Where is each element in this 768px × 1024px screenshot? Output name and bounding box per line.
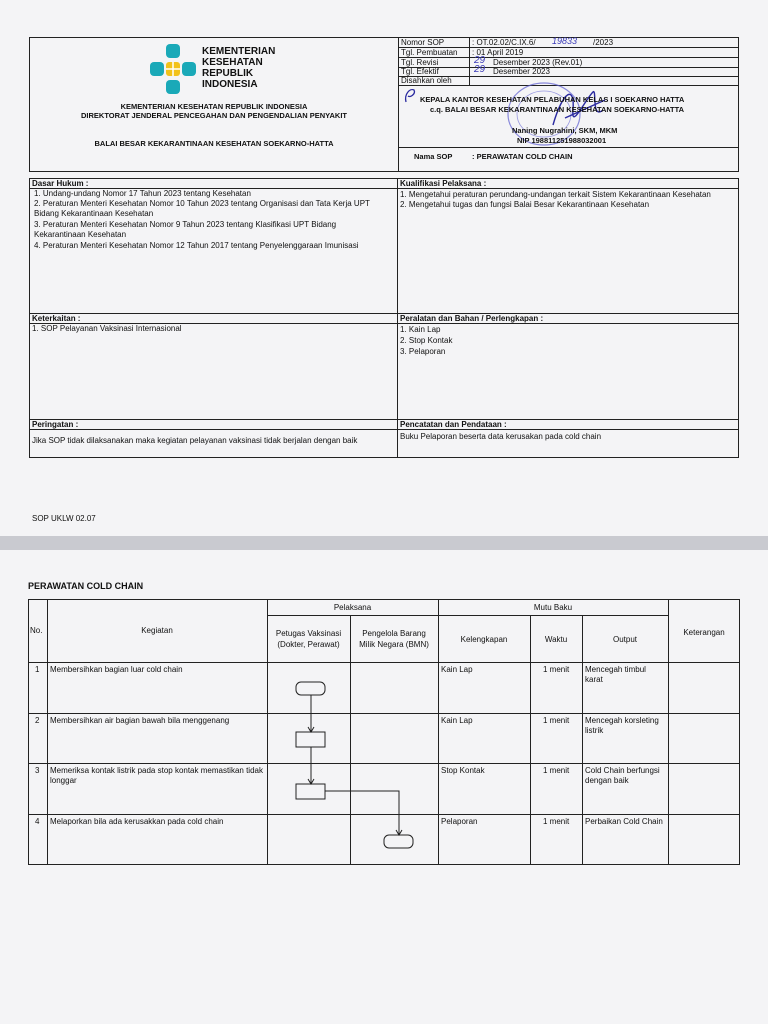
nomor-sop-year: /2023 <box>593 38 614 47</box>
signer-nip: NIP 198811251988032001 <box>517 136 607 145</box>
sop-page-2 <box>0 550 768 1024</box>
dasar-hukum-item: Kekarantinaan Kesehatan <box>34 230 127 239</box>
kualifikasi-item: 1. Mengetahui peraturan perundang-undangan terkait Sistem Kekarantinaan Kesehatan <box>400 190 711 199</box>
row-no: 2 <box>35 716 40 725</box>
procedure-title: PERAWATAN COLD CHAIN <box>28 581 144 591</box>
kualifikasi-title: Kualifikasi Pelaksana : <box>400 179 487 188</box>
dasar-hukum-item: 1. Undang-undang Nomor 17 Tahun 2023 tentang Kesehatan <box>34 189 251 198</box>
logo-line-1: KEMENTERIAN <box>202 46 276 57</box>
tgl-revisi-handwritten: 29 <box>474 55 486 66</box>
header-mutu-baku: Mutu Baku <box>533 603 573 612</box>
page-separator <box>0 536 768 550</box>
dasar-hukum-item: 3. Peraturan Menteri Kesehatan Nomor 9 Tahun 2023 tentang Klasifikasi UPT Bidang <box>34 220 337 229</box>
flow-start-terminator <box>296 682 325 695</box>
signer-name: Naning Nugrahini, SKM, MKM <box>512 126 618 135</box>
nomor-sop-value: : OT.02.02/C.IX.6/ <box>472 38 536 47</box>
header-keterangan: Keterangan <box>683 628 725 637</box>
flow-end-terminator <box>384 835 413 848</box>
kualifikasi-item: 2. Mengetahui tugas dan fungsi Balai Besar Kekarantinaan Kesehatan <box>400 200 650 209</box>
peralatan-item: 3. Pelaporan <box>400 347 446 356</box>
tgl-pembuatan-label: Tgl. Pembuatan <box>401 48 458 57</box>
handwritten-mark-icon <box>402 86 418 104</box>
org-line-2: DIREKTORAT JENDERAL PENCEGAHAN DAN PENGENDALIAN PENYAKIT <box>80 111 347 120</box>
row-kegiatan: Membersihkan bagian luar cold chain <box>50 665 183 674</box>
header-pelaksana: Pelaksana <box>333 603 372 612</box>
disahkan-label: Disahkan oleh <box>401 76 452 85</box>
peralatan-item: 2. Stop Kontak <box>400 336 453 345</box>
row-waktu: 1 menit <box>543 716 570 725</box>
pencatatan-text: Buku Pelaporan beserta data kerusakan pada cold chain <box>400 432 602 441</box>
header-petugas-line2: (Dokter, Perawat) <box>277 640 340 649</box>
ministry-logo-icon <box>148 42 198 98</box>
row-output: Perbaikan Cold Chain <box>585 817 663 826</box>
tgl-revisi-value: Desember 2023 (Rev.01) <box>493 58 583 67</box>
logo-line-2: KESEHATAN <box>202 57 263 68</box>
logo-line-4: INDONESIA <box>202 79 258 90</box>
flow-process-3 <box>296 784 325 799</box>
row-output: Cold Chain berfungsi dengan baik <box>585 766 660 785</box>
flowchart-end <box>350 814 438 864</box>
org-line-3: BALAI BESAR KEKARANTINAAN KESEHATAN SOEKARNO-HATTA <box>94 139 334 148</box>
nama-sop-value: : PERAWATAN COLD CHAIN <box>472 152 573 161</box>
header-kelengkapan: Kelengkapan <box>460 635 508 644</box>
header-waktu: Waktu <box>544 635 568 644</box>
row-output: Mencegah korsleting listrik <box>585 716 659 735</box>
flowchart-diagram <box>267 662 438 814</box>
org-line-1: KEMENTERIAN KESEHATAN REPUBLIK INDONESIA <box>120 102 308 111</box>
pencatatan-title: Pencatatan dan Pendataan : <box>400 420 507 429</box>
row-waktu: 1 menit <box>543 766 570 775</box>
header-no: No. <box>30 626 43 635</box>
row-output: Mencegah timbul karat <box>585 665 646 684</box>
flow-process-2 <box>296 732 325 747</box>
row-kelengkapan: Kain Lap <box>441 716 473 725</box>
footer-code: SOP UKLW 02.07 <box>32 514 96 523</box>
header-kegiatan: Kegiatan <box>141 626 173 635</box>
tgl-efektif-handwritten: 29 <box>474 64 486 75</box>
nomor-sop-handwritten: 19833 <box>552 36 578 46</box>
row-no: 1 <box>35 665 40 674</box>
tgl-efektif-value: Desember 2023 <box>493 67 550 76</box>
row-waktu: 1 menit <box>543 665 570 674</box>
header-petugas-line1: Petugas Vaksinasi <box>275 629 342 638</box>
row-kelengkapan: Pelaporan <box>441 817 478 826</box>
header-pengelola-line2: Milik Negara (BMN) <box>359 640 429 649</box>
peralatan-item: 1. Kain Lap <box>400 325 441 334</box>
row-no: 3 <box>35 766 40 775</box>
header-output: Output <box>612 635 637 644</box>
signer-title-2: c.q. BALAI BESAR KEKARANTINAAN KESEHATAN SOEKARNO-HATTA <box>430 105 685 114</box>
dasar-hukum-item: 2. Peraturan Menteri Kesehatan Nomor 10 Tahun 2023 tentang Organisasi dan Tata Kerja UPT <box>34 199 370 208</box>
row-no: 4 <box>35 817 40 826</box>
row-kelengkapan: Stop Kontak <box>441 766 485 775</box>
dasar-hukum-item: 4. Peraturan Menteri Kesehatan Nomor 12 Tahun 2017 tentang Penyelenggaraan Imunisasi <box>34 241 359 250</box>
nomor-sop-label: Nomor SOP <box>401 38 445 47</box>
row-waktu: 1 menit <box>543 817 570 826</box>
keterkaitan-title: Keterkaitan : <box>32 314 81 323</box>
peringatan-title: Peringatan : <box>32 420 79 429</box>
nama-sop-label: Nama SOP <box>414 152 453 161</box>
row-kelengkapan: Kain Lap <box>441 665 473 674</box>
row-kegiatan: Melaporkan bila ada kerusakkan pada cold chain <box>50 817 224 826</box>
keterkaitan-item: 1. SOP Pelayanan Vaksinasi Internasional <box>32 324 182 333</box>
logo-line-3: REPUBLIK <box>202 68 254 79</box>
dasar-hukum-item: Bidang Kekarantinaan Kesehatan <box>34 209 154 218</box>
tgl-pembuatan-value: : 01 April 2019 <box>472 48 524 57</box>
dasar-hukum-title: Dasar Hukum : <box>32 179 89 188</box>
tgl-revisi-label: Tgl. Revisi <box>401 58 439 67</box>
tgl-efektif-label: Tgl. Efektif <box>401 67 439 76</box>
signer-title-1: KEPALA KANTOR KESEHATAN PELABUHAN KELAS I SOEKARNO HATTA <box>420 95 685 104</box>
header-pengelola-line1: Pengelola Barang <box>362 629 426 638</box>
row-kegiatan: Membersihkan air bagian bawah bila menggenang <box>50 716 230 725</box>
peringatan-text: Jika SOP tidak dilaksanakan maka kegiatan pelayanan vaksinasi tidak berjalan dengan baik <box>32 436 358 445</box>
row-kegiatan: Memeriksa kontak listrik pada stop kontak memastikan tidak longgar <box>50 766 263 785</box>
peralatan-title: Peralatan dan Bahan / Perlengkapan : <box>400 314 544 323</box>
